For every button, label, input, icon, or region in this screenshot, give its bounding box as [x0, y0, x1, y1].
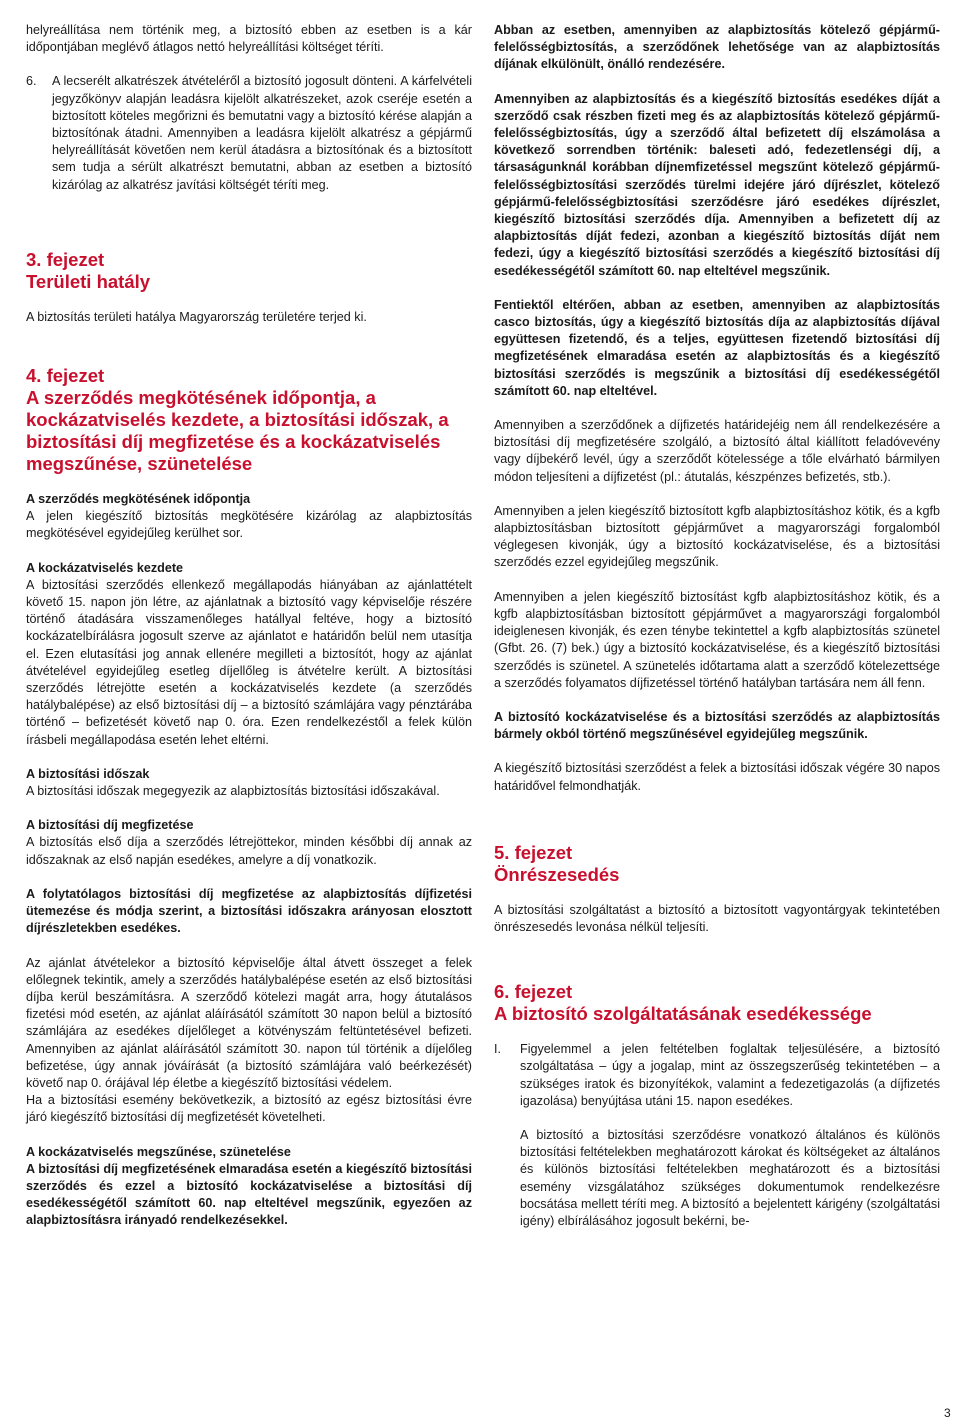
chapter-title: A szerződés megkötésének időpontja, a kockázatviselés kezdete, a biztosítási időszak, a biztosítási díj megfizetése és a kockázatviselés megszűnése, szünetelése — [26, 387, 449, 475]
section-heading: A biztosítási díj megfizetése — [26, 818, 194, 833]
chapter-title: Területi hatály — [26, 270, 151, 292]
section-heading: A kockázatviselés megszűnése, szünetelése — [26, 1144, 291, 1159]
list-text: Figyelemmel a jelen feltételben foglaltak teljesülésére, a biztosító szolgáltatása – úgy a jogalap, mint az összegszerűség tekintetében – a szükséges iratok és bizonyítékok, valamint a fedezetigazolás (a díjfizetés igazolása) benyújtása utáni 15. napon esedékes. — [520, 1042, 940, 1108]
section-heading: A kockázatviselés kezdete — [26, 560, 184, 575]
paragraph-bold: Abban az esetben, amennyiben az alapbiztosítás kötelező gépjármű-felelősségbiztosítás, a szerződőnek lehetősége van az alapbiztosítás díjának elkülönült, önálló rendezésére. — [494, 23, 940, 72]
list-text: A lecserélt alkatrészek átvételéről a biztosító jogosult dönteni. A kárfelvételi jegyzőkönyv alapján leadásra kijelölt alkatrészeket, azok cseréje esetén a biztosított köteles megőrizni és bemutatni vagy a biztosító kérése alapján a biztosítónak átadni. Amennyiben a leadásra kijelölt alkatrész a gépjármű helyreállítását követően nem kerül átadásra a biztosítónak és a biztosított sem tudja a sérült alkatrészt bemutatni, abban az esetben a biztosító kizárólag az alkatrész javítási költségét téríti meg. — [52, 74, 472, 192]
paragraph: Amennyiben a jelen kiegészítő biztosított kgfb alapbiztosításhoz kötik, és a kgfb alapbiztosításban biztosított gépjárművet a magyarországi forgalomból véglegesen kivonják, úgy a biztosító kockázatviselése, és a biztosítási szerződés ezzel egyidejűleg megszűnik. — [494, 503, 940, 570]
paragraph: A biztosító a biztosítási szerződésre vonatkozó általános és különös biztosítási feltételekben meghatározott károkat és költségeket az általános és különös biztosítási feltételekben meghatározott és a biztosítási esemény vizsgálatához szükséges dokumentumok rendelkezésre bocsátása mellett téríti meg. A biztosító a bejelentett kárigény (szolgáltatási igény) elbírálásához jogosult bekérni, be- — [520, 1127, 940, 1228]
paragraph: A biztosítási szolgáltatást a biztosító a biztosított vagyontárgyak tekintetében önrészesedés levonása nélkül teljesíti. — [494, 902, 940, 934]
chapter-number: 5. fejezet — [494, 841, 573, 863]
paragraph: Az ajánlat átvételekor a biztosító képviselője által átvett összeget a felek előlegnek tekintik, amely a szerződés hatálybalépése esetén az első biztosítási díjba kerül beszámításra. A szerződő kötelezi magát arra, hogy átutalásos fizetési mód esetén, az ajánlat aláírásától számított 30 napon belül a biztosító számlájára az esedékes díjelőleget a kötvényszám feltüntetésével befizeti. Amennyiben az ajánlat aláírásától számított 30. napon túl történik a díjelőleg befizetése, úgy annak jóváírását (a biztosító számlájára való beérkezését) követő nap 0. órájával lép életbe a kiegészítő biztosítási védelem. — [26, 955, 472, 1090]
paragraph: A biztosítás első díja a szerződés létrejöttekor, minden későbbi díj annak az időszaknak az első napján esedékes, amelyre a díj vonatkozik. — [26, 835, 472, 867]
paragraph: A jelen kiegészítő biztosítás megkötésére kizárólag az alapbiztosítás megkötésével egyidejűleg kerülhet sor. — [26, 509, 472, 541]
chapter-6-heading — [494, 981, 940, 1025]
list-number: I. — [494, 1042, 501, 1057]
chapter-number: 6. fejezet — [494, 981, 573, 1003]
chapter-3-heading — [26, 249, 472, 293]
left-column — [26, 22, 472, 1247]
paragraph-bold: A folytatólagos biztosítási díj megfizetése az alapbiztosítás díjfizetési ütemezése és módja szerint, a biztosítási időszakra arányosan elosztott díjrészletekben esedékes. — [26, 886, 472, 936]
paragraph: Ha a biztosítási esemény bekövetkezik, a biztosító az egész biztosítási évre járó kiegészítő biztosítási díj megfizetését követelheti. — [26, 1093, 472, 1125]
chapter-number: 4. fejezet — [26, 365, 105, 387]
paragraph-bold: Amennyiben az alapbiztosítás és a kiegészítő biztosítás esedékes díját a szerződő csak részben fizeti meg és az alapbiztosítás kötelező gépjármű-felelősségbiztosítás, úgy a szerződő által befizetett díj elszámolása a következő sorrendben történik: baleseti adó, fedezetlenségi díj, a társaságunknál korábban díjnemfizetéssel megszűnt kötelező gépjármű-felelősségbiztosítási szerződés türelmi idejére járó díjrészlet, kötelező gépjármű-felelősségbiztosítási szerződésre járó esedékes díjrészlet, kiegészítő biztosítási szerződés díja. Amennyiben a befizetett díj az alapbiztosítás díját fedezi, azonban a kiegészítő biztosítás díját nem fedezi, úgy a kiegészítő biztosítási szerződés a kiegészítő biztosítási díj esedékességétől számított 60. nap elteltével megszűnik. — [494, 91, 940, 278]
chapter-title: A biztosító szolgáltatásának esedékessége — [494, 1003, 872, 1025]
paragraph: A biztosítási időszak megegyezik az alapbiztosítás biztosítási időszakával. — [26, 784, 440, 799]
list-number: 6. — [26, 74, 37, 89]
paragraph-bold: Fentiektől eltérően, abban az esetben, amennyiben az alapbiztosítás casco biztosítás, úgy a kiegészítő biztosítás díja az alapbiztosítás díjával együttesen fizetendő, és a teljes, együttesen fizetendő biztosítási díj megfizetésének elmaradása esetén az alapbiztosítás és a kiegészítő biztosítási szerződés is megszűnik a biztosítási díj esedékességétől számított 60. nap elteltével. — [494, 297, 940, 398]
paragraph: A kiegészítő biztosítási szerződést a felek a biztosítási időszak végére 30 napos határidővel felmondhatják. — [494, 761, 940, 793]
section-heading: A biztosítási időszak — [26, 766, 150, 781]
chapter-title: Önrészesedés — [494, 863, 620, 885]
chapter-5-heading — [494, 842, 940, 886]
right-column — [494, 22, 940, 1247]
section-heading: A szerződés megkötésének időpontja — [26, 492, 251, 507]
chapter-4-heading — [26, 365, 472, 475]
paragraph: Amennyiben a szerződőnek a díjfizetés határidejéig nem áll rendelkezésére a biztosítási díj megfizetésére szolgáló, a biztosító által kiállított feladóvevény vagy díjbekérő levél, úgy a szerződőt kötelessége a tőle elvárható bármilyen módon teljesíteni a díjfizetést (pl.: átutalás, készpénzes befizetés, stb.). — [494, 418, 940, 484]
paragraph-bold: A biztosító kockázatviselése és a biztosítási szerződés az alapbiztosítás bármely okból történő megszűnésével egyidejűleg megszűnik. — [494, 709, 940, 742]
chapter-number: 3. fejezet — [26, 248, 105, 270]
paragraph-bold: A biztosítási díj megfizetésének elmaradása esetén a kiegészítő biztosítási szerződés és ezzel a biztosító kockázatviselése a biztosítási díj esedékességétől számított 60. nap elteltével megszűnik, egyezően az alapbiztosításra irányadó rendelkezésekkel. — [26, 1161, 472, 1228]
paragraph: A biztosítás területi hatálya Magyarország területére terjed ki. — [26, 309, 367, 324]
list-item-6 — [26, 73, 472, 193]
paragraph: Amennyiben a jelen kiegészítő biztosítást kgfb alapbiztosításhoz kötik, és a kgfb alapbiztosításban biztosított gépjárművet a magyarországi forgalomból ideiglenesen kivonják, és ezen ténybe tekintettel a kgfb alapbiztosítás szünetel (Gfbt. 26. (7) bek.) úgy a biztosító kockázatviselése, és a kiegészítő biztosítási szerződés is szünetel. A szünetelés időtartama alatt a szerződő kötelezettsége a szerződés folyamatos díjfizetéssel történő hatályban tartására nem áll fenn. — [494, 589, 940, 690]
list-item-1 — [494, 1041, 940, 1110]
paragraph: A biztosítási szerződés ellenkező megállapodás hiányában az ajánlattételt követő 15. napon jön létre, az ajánlatnak a biztosító vagy képviselője részére történő átadására visszamenőleges hatállyal feltéve, hogy a biztosító kockázatelbírálásra jogosult szerve az ajánlatot e határidőn belül nem utasítja el. Ezen elutasítási jog annak ellenére megilleti a biztosítót, hogy az ajánlat átvételével egyidejűleg esetleg díjellőleg is átvételre került. A biztosítási szerződés létrejötte esetén a kockázatviselés kezdete (a szerződés hatálybalépése) az első biztosítási díj – a biztosító számlájára vagy pénztárába történő – befizetését követő nap 0. óra. Ezen rendelkezéstől a felek külön írásbeli megállapodása esetén lehet eltérni. — [26, 577, 472, 747]
paragraph-continued: helyreállítása nem történik meg, a biztosító ebben az esetben is a kár időpontjában meglévő átlagos nettó helyreállítási költséget téríti. — [26, 23, 472, 55]
page-number: 3 — [944, 1406, 951, 1420]
